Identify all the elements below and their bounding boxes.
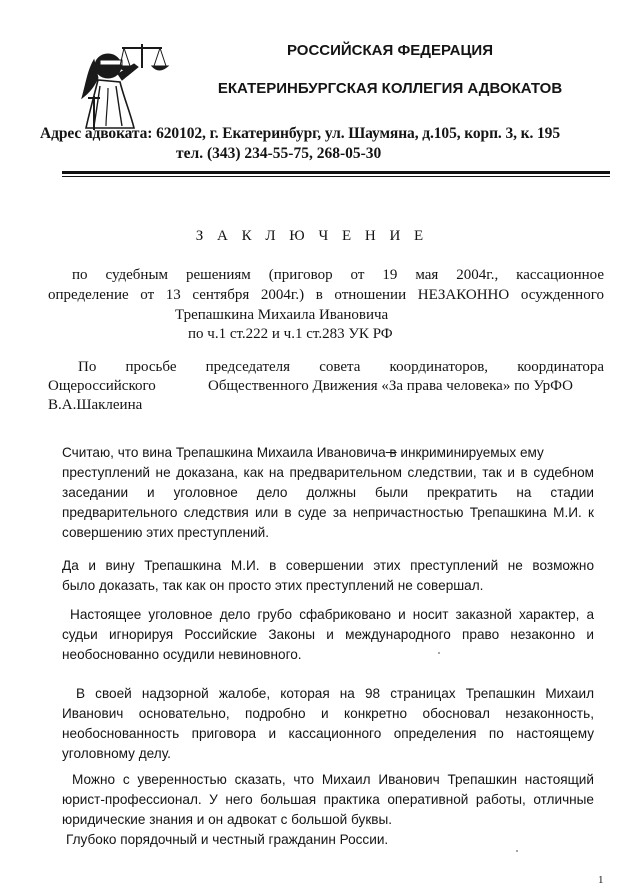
country-heading: РОССИЙСКАЯ ФЕДЕРАЦИЯ <box>286 42 493 59</box>
request-line-2b: Общественного Движения «За права человека» по УрФО <box>208 378 574 394</box>
para2-line-1: Да и вину Трепашкина М.И. в совершении этих преступлений не возможно <box>62 558 594 573</box>
scan-speck <box>438 652 440 654</box>
document-title: З А К Л Ю Ч Е Н И Е <box>195 228 429 244</box>
para3-line-3: необоснованно осудили невиновного. <box>62 647 302 662</box>
page-number: 1 <box>598 874 604 886</box>
para4-line-4: уголовному делу. <box>62 746 171 761</box>
para3-line-2: судьи игнорируя Российские Законы и международного право незаконно и <box>62 627 594 642</box>
header-divider-thin <box>62 176 610 177</box>
themis-justice-icon <box>64 36 172 132</box>
para5-line-3: юридические знания и он адвокат с большой буквы. <box>62 812 393 827</box>
scan-speck <box>516 850 518 852</box>
para1-line-5: совершению этих преступлений. <box>62 525 270 540</box>
para1-line-2: преступлений не доказана, как на предварительном следствии, так и в судебном <box>62 465 594 480</box>
subject-line-3: Трепашкина Михаила Ивановича <box>175 307 389 323</box>
para3-line-1: Настоящее уголовное дело грубо сфабриковано и носит заказной характер, а <box>70 607 594 622</box>
para4-line-2: Иванович основательно, подробно и конкретно обосновал незаконность, <box>62 706 594 721</box>
para5-line-2: юрист-профессионал. У него большая практика оперативной работы, отличные <box>62 792 594 807</box>
request-line-1: По просьбе председателя совета координаторов, координатора <box>78 359 604 375</box>
para1-line-1: Считаю, что вина Трепашкина Михаила Ивановича в инкриминируемых ему <box>62 445 544 460</box>
struck-word: в <box>385 445 397 460</box>
lawyer-phones: тел. (343) 234-55-75, 268-05-30 <box>176 145 382 162</box>
request-line-2a: Ощероссийского <box>48 378 156 394</box>
organization-heading: ЕКАТЕРИНБУРГСКАЯ КОЛЛЕГИЯ АДВОКАТОВ <box>217 80 563 97</box>
lawyer-address: Адрес адвоката: 620102, г. Екатеринбург, ул. Шаумяна, д.105, корп. 3, к. 195 <box>40 125 560 142</box>
para5-line-4: Глубоко порядочный и честный гражданин России. <box>66 832 389 847</box>
subject-line-1: по судебным решениям (приговор от 19 мая 2004г., кассационное <box>72 267 604 283</box>
request-line-3: В.А.Шаклеина <box>48 397 143 413</box>
para1-line-3: заседании и уголовное дело должны были прекратить на стадии <box>62 485 594 500</box>
para1-line-4: предварительного следствия или в суде за непричастностью Трепашкина М.И. к <box>62 505 594 520</box>
para2-line-2: было доказать, так как он просто этих преступлений не совершал. <box>62 578 484 593</box>
para5-line-1: Можно с уверенностью сказать, что Михаил Иванович Трепашкин настоящий <box>72 772 594 787</box>
para4-line-1: В своей надзорной жалобе, которая на 98 страницах Трепашкин Михаил <box>76 686 594 701</box>
subject-line-4: по ч.1 ст.222 и ч.1 ст.283 УК РФ <box>188 326 393 342</box>
subject-line-2: определение от 13 сентября 2004г.) в отношении НЕЗАКОННО осужденного <box>48 287 604 303</box>
para4-line-3: необоснованность приговора и кассационного определения по настоящему <box>62 726 594 741</box>
header-divider-thick <box>62 171 610 174</box>
